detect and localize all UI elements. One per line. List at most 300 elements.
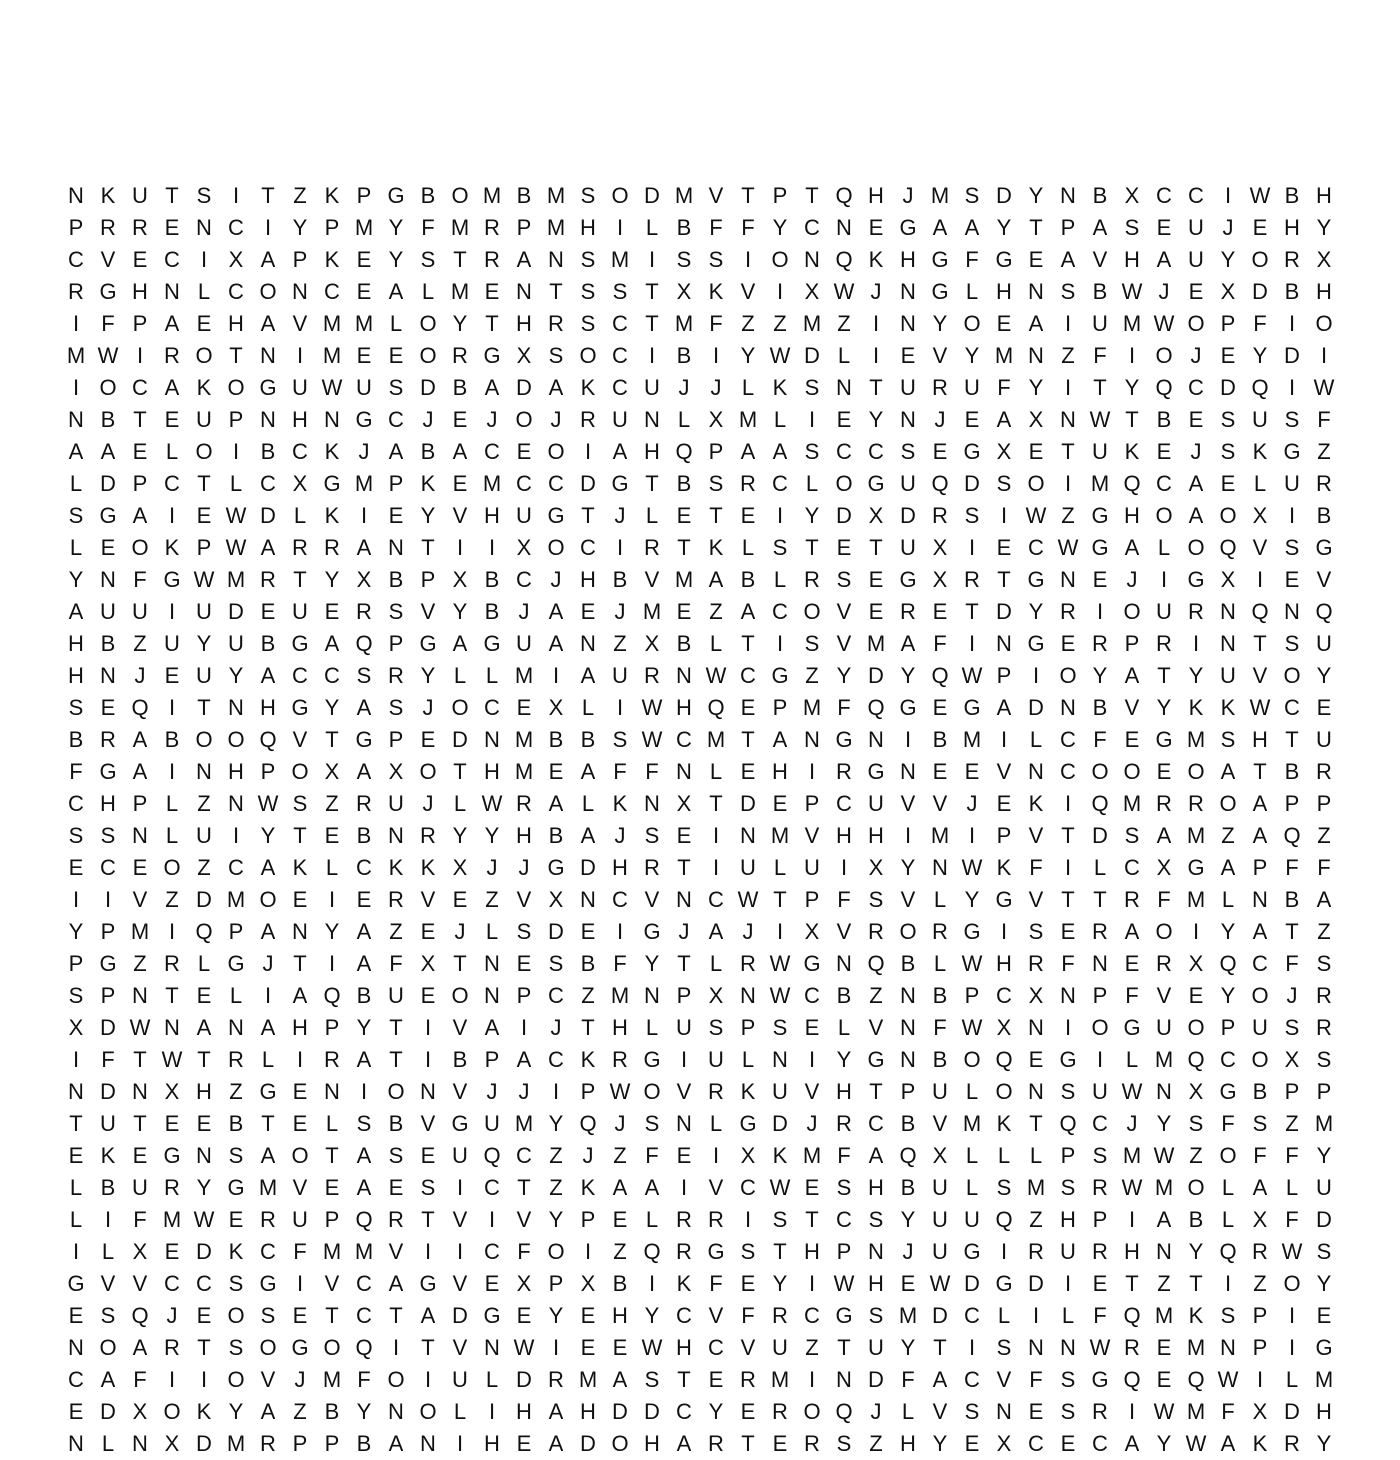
grid-letter[interactable]: Q (579, 1111, 597, 1136)
grid-letter[interactable]: O (387, 1367, 405, 1392)
grid-letter[interactable]: Z (709, 599, 723, 624)
grid-letter[interactable]: G (99, 503, 117, 528)
grid-letter[interactable]: Q (1219, 535, 1237, 560)
grid-letter[interactable]: P (772, 695, 788, 720)
grid-letter[interactable]: U (932, 1239, 948, 1264)
grid-letter[interactable]: Z (1317, 439, 1331, 464)
grid-letter[interactable]: E (1188, 983, 1204, 1008)
grid-letter[interactable]: L (421, 279, 435, 304)
grid-letter[interactable]: W (1121, 1079, 1143, 1104)
grid-letter[interactable]: X (516, 1271, 532, 1296)
grid-letter[interactable]: H (676, 1335, 692, 1360)
grid-letter[interactable]: G (803, 951, 821, 976)
grid-letter[interactable]: O (451, 983, 469, 1008)
grid-letter[interactable]: I (424, 1047, 432, 1072)
grid-letter[interactable]: A (548, 1399, 564, 1424)
grid-letter[interactable]: A (1252, 823, 1268, 848)
grid-letter[interactable]: L (645, 503, 659, 528)
grid-letter[interactable]: N (772, 1047, 788, 1072)
grid-letter[interactable]: A (516, 1047, 532, 1072)
grid-letter[interactable]: H (996, 279, 1012, 304)
grid-letter[interactable]: M (514, 759, 534, 784)
grid-letter[interactable]: S (868, 1207, 884, 1232)
grid-letter[interactable]: I (808, 1271, 816, 1296)
grid-letter[interactable]: T (1125, 1271, 1139, 1296)
grid-letter[interactable]: E (1316, 1303, 1332, 1328)
grid-letter[interactable]: C (804, 215, 820, 240)
grid-letter[interactable]: S (772, 1015, 788, 1040)
grid-letter[interactable]: S (1284, 631, 1300, 656)
grid-letter[interactable]: H (100, 791, 116, 816)
grid-letter[interactable]: O (195, 343, 213, 368)
grid-letter[interactable]: N (1060, 983, 1076, 1008)
grid-letter[interactable]: N (1028, 1079, 1044, 1104)
grid-letter[interactable]: A (452, 631, 468, 656)
grid-letter[interactable]: X (676, 279, 692, 304)
grid-letter[interactable]: B (388, 1111, 404, 1136)
grid-letter[interactable]: B (548, 727, 564, 752)
grid-letter[interactable]: J (870, 1399, 882, 1424)
grid-letter[interactable]: I (552, 1079, 560, 1104)
grid-letter[interactable]: E (1028, 1047, 1044, 1072)
grid-letter[interactable]: Y (740, 343, 756, 368)
grid-letter[interactable]: F (357, 1367, 371, 1392)
grid-letter[interactable]: P (516, 983, 532, 1008)
grid-letter[interactable]: E (868, 567, 884, 592)
grid-letter[interactable]: E (740, 503, 756, 528)
grid-letter[interactable]: S (388, 375, 404, 400)
grid-letter[interactable]: Y (1316, 1431, 1332, 1456)
grid-letter[interactable]: H (132, 279, 148, 304)
grid-letter[interactable]: E (132, 855, 148, 880)
grid-letter[interactable]: G (1027, 567, 1045, 592)
grid-letter[interactable]: Y (1124, 375, 1140, 400)
grid-letter[interactable]: S (1220, 407, 1236, 432)
grid-letter[interactable]: Y (932, 311, 948, 336)
grid-letter[interactable]: R (132, 215, 148, 240)
grid-letter[interactable]: C (356, 1271, 372, 1296)
grid-letter[interactable]: Q (835, 183, 853, 208)
grid-letter[interactable]: X (548, 695, 564, 720)
grid-letter[interactable]: F (1029, 855, 1043, 880)
grid-letter[interactable]: I (1000, 1239, 1008, 1264)
grid-letter[interactable]: U (868, 1335, 884, 1360)
grid-letter[interactable]: O (419, 759, 437, 784)
grid-letter[interactable]: C (260, 1239, 276, 1264)
grid-letter[interactable]: E (260, 599, 276, 624)
grid-letter[interactable]: M (898, 1303, 918, 1328)
grid-letter[interactable]: P (388, 727, 404, 752)
grid-letter[interactable]: T (677, 855, 691, 880)
grid-letter[interactable]: B (1092, 279, 1108, 304)
grid-letter[interactable]: S (100, 823, 116, 848)
grid-letter[interactable]: Z (613, 1239, 627, 1264)
grid-letter[interactable]: V (420, 599, 436, 624)
grid-letter[interactable]: P (228, 919, 244, 944)
grid-letter[interactable]: T (741, 1431, 755, 1456)
grid-letter[interactable]: I (456, 1175, 464, 1200)
grid-letter[interactable]: O (1251, 247, 1269, 272)
grid-letter[interactable]: A (164, 311, 180, 336)
grid-letter[interactable]: A (260, 535, 276, 560)
grid-letter[interactable]: E (292, 1111, 308, 1136)
grid-letter[interactable]: V (420, 887, 436, 912)
grid-letter[interactable]: E (676, 823, 692, 848)
grid-letter[interactable]: S (356, 1111, 372, 1136)
grid-letter[interactable]: E (324, 599, 340, 624)
grid-letter[interactable]: B (1092, 183, 1108, 208)
grid-letter[interactable]: J (486, 407, 498, 432)
grid-letter[interactable]: L (293, 503, 307, 528)
grid-letter[interactable]: T (1093, 375, 1107, 400)
grid-letter[interactable]: L (741, 1047, 755, 1072)
grid-letter[interactable]: R (676, 1207, 692, 1232)
grid-letter[interactable]: A (1316, 887, 1332, 912)
grid-letter[interactable]: B (260, 631, 276, 656)
grid-letter[interactable]: R (260, 1207, 276, 1232)
grid-letter[interactable]: J (422, 695, 434, 720)
grid-letter[interactable]: A (260, 919, 276, 944)
grid-letter[interactable]: W (769, 951, 791, 976)
grid-letter[interactable]: N (420, 1079, 436, 1104)
grid-letter[interactable]: G (963, 695, 981, 720)
grid-letter[interactable]: Z (229, 1079, 243, 1104)
grid-letter[interactable]: S (292, 791, 308, 816)
grid-letter[interactable]: Q (355, 631, 373, 656)
grid-letter[interactable]: A (580, 663, 596, 688)
grid-letter[interactable]: Q (1219, 951, 1237, 976)
grid-letter[interactable]: G (483, 1303, 501, 1328)
grid-letter[interactable]: I (1288, 1303, 1296, 1328)
grid-letter[interactable]: G (771, 663, 789, 688)
grid-letter[interactable]: K (164, 535, 180, 560)
grid-letter[interactable]: L (965, 1175, 979, 1200)
grid-letter[interactable]: T (293, 951, 307, 976)
grid-letter[interactable]: G (867, 1047, 885, 1072)
grid-letter[interactable]: X (1028, 983, 1044, 1008)
grid-letter[interactable]: R (484, 247, 500, 272)
grid-letter[interactable]: A (1124, 1431, 1140, 1456)
grid-letter[interactable]: C (964, 1367, 980, 1392)
grid-letter[interactable]: H (900, 1431, 916, 1456)
grid-letter[interactable]: N (68, 1079, 84, 1104)
grid-letter[interactable]: T (677, 951, 691, 976)
grid-letter[interactable]: N (1220, 599, 1236, 624)
grid-letter[interactable]: L (69, 535, 83, 560)
grid-letter[interactable]: G (643, 919, 661, 944)
grid-letter[interactable]: C (324, 663, 340, 688)
grid-letter[interactable]: A (580, 759, 596, 784)
grid-letter[interactable]: L (1061, 1303, 1075, 1328)
grid-letter[interactable]: X (708, 407, 724, 432)
grid-letter[interactable]: R (1284, 1431, 1300, 1456)
grid-letter[interactable]: L (485, 663, 499, 688)
grid-letter[interactable]: L (389, 311, 403, 336)
grid-letter[interactable]: W (833, 279, 855, 304)
grid-letter[interactable]: E (196, 1111, 212, 1136)
grid-letter[interactable]: I (200, 1367, 208, 1392)
grid-letter[interactable]: X (580, 1271, 596, 1296)
grid-letter[interactable]: N (388, 823, 404, 848)
grid-letter[interactable]: F (741, 215, 755, 240)
grid-letter[interactable]: G (387, 183, 405, 208)
grid-letter[interactable]: J (518, 1079, 530, 1104)
grid-letter[interactable]: R (1028, 951, 1044, 976)
grid-letter[interactable]: H (836, 823, 852, 848)
grid-letter[interactable]: N (676, 663, 692, 688)
grid-letter[interactable]: H (516, 311, 532, 336)
grid-letter[interactable]: A (644, 1175, 660, 1200)
grid-letter[interactable]: Q (355, 1335, 373, 1360)
grid-letter[interactable]: D (996, 599, 1012, 624)
grid-letter[interactable]: O (835, 471, 853, 496)
grid-letter[interactable]: I (616, 535, 624, 560)
grid-letter[interactable]: S (708, 1015, 724, 1040)
grid-letter[interactable]: C (772, 471, 788, 496)
grid-letter[interactable]: L (1221, 1175, 1235, 1200)
grid-letter[interactable]: X (164, 1431, 180, 1456)
grid-letter[interactable]: Y (1316, 215, 1332, 240)
grid-letter[interactable]: G (963, 919, 981, 944)
grid-letter[interactable]: E (932, 695, 948, 720)
grid-letter[interactable]: E (484, 279, 500, 304)
grid-letter[interactable]: C (1220, 1047, 1236, 1072)
grid-letter[interactable]: Z (805, 1335, 819, 1360)
grid-letter[interactable]: P (580, 1207, 596, 1232)
grid-letter[interactable]: Q (131, 1303, 149, 1328)
grid-letter[interactable]: W (1313, 375, 1335, 400)
grid-letter[interactable]: Y (1092, 663, 1108, 688)
grid-letter[interactable]: I (1032, 663, 1040, 688)
grid-letter[interactable]: N (1028, 343, 1044, 368)
grid-letter[interactable]: E (1252, 215, 1268, 240)
grid-letter[interactable]: O (1251, 983, 1269, 1008)
grid-letter[interactable]: P (100, 919, 116, 944)
grid-letter[interactable]: I (456, 1431, 464, 1456)
grid-letter[interactable]: Q (259, 727, 277, 752)
grid-letter[interactable]: F (1093, 1303, 1107, 1328)
grid-letter[interactable]: X (804, 279, 820, 304)
grid-letter[interactable]: K (1188, 695, 1204, 720)
grid-letter[interactable]: V (452, 1207, 468, 1232)
grid-letter[interactable]: N (644, 983, 660, 1008)
grid-letter[interactable]: E (452, 887, 468, 912)
grid-letter[interactable]: T (261, 183, 275, 208)
grid-letter[interactable]: B (1284, 279, 1300, 304)
grid-letter[interactable]: C (228, 855, 244, 880)
grid-letter[interactable]: V (260, 1367, 276, 1392)
grid-letter[interactable]: T (709, 503, 723, 528)
grid-letter[interactable]: U (1092, 311, 1108, 336)
grid-letter[interactable]: G (419, 631, 437, 656)
grid-letter[interactable]: W (705, 663, 727, 688)
grid-letter[interactable]: I (712, 823, 720, 848)
grid-letter[interactable]: O (291, 1143, 309, 1168)
grid-letter[interactable]: C (548, 1047, 564, 1072)
grid-letter[interactable]: E (196, 1303, 212, 1328)
grid-letter[interactable]: W (257, 791, 279, 816)
grid-letter[interactable]: O (1187, 759, 1205, 784)
grid-letter[interactable]: I (72, 887, 80, 912)
grid-letter[interactable]: H (1316, 279, 1332, 304)
grid-letter[interactable]: M (802, 1143, 822, 1168)
grid-letter[interactable]: P (900, 1079, 916, 1104)
grid-letter[interactable]: Z (133, 951, 147, 976)
grid-letter[interactable]: B (164, 727, 180, 752)
grid-letter[interactable]: T (581, 1015, 595, 1040)
grid-letter[interactable]: A (1060, 247, 1076, 272)
grid-letter[interactable]: U (1156, 1015, 1172, 1040)
grid-letter[interactable]: L (997, 1143, 1011, 1168)
grid-letter[interactable]: T (549, 279, 563, 304)
grid-letter[interactable]: S (260, 1303, 276, 1328)
grid-letter[interactable]: S (580, 311, 596, 336)
grid-letter[interactable]: A (1220, 759, 1236, 784)
grid-letter[interactable]: A (996, 695, 1012, 720)
grid-letter[interactable]: U (1284, 471, 1300, 496)
grid-letter[interactable]: L (69, 1175, 83, 1200)
grid-letter[interactable]: T (965, 599, 979, 624)
grid-letter[interactable]: J (1190, 439, 1202, 464)
grid-letter[interactable]: U (868, 791, 884, 816)
grid-letter[interactable]: C (676, 1399, 692, 1424)
grid-letter[interactable]: I (232, 823, 240, 848)
grid-letter[interactable]: G (291, 695, 309, 720)
grid-letter[interactable]: W (961, 951, 983, 976)
grid-letter[interactable]: G (1027, 631, 1045, 656)
grid-letter[interactable]: C (1156, 471, 1172, 496)
grid-letter[interactable]: M (1186, 727, 1206, 752)
grid-letter[interactable]: I (616, 919, 624, 944)
grid-letter[interactable]: T (1189, 1271, 1203, 1296)
grid-letter[interactable]: D (964, 471, 980, 496)
grid-letter[interactable]: R (676, 1239, 692, 1264)
grid-letter[interactable]: M (1090, 471, 1110, 496)
grid-letter[interactable]: A (260, 855, 276, 880)
grid-letter[interactable]: J (902, 1239, 914, 1264)
grid-letter[interactable]: I (776, 503, 784, 528)
grid-letter[interactable]: A (132, 727, 148, 752)
grid-letter[interactable]: J (614, 823, 626, 848)
grid-letter[interactable]: L (325, 855, 339, 880)
grid-letter[interactable]: J (742, 919, 754, 944)
grid-letter[interactable]: U (932, 1207, 948, 1232)
grid-letter[interactable]: A (68, 439, 84, 464)
grid-letter[interactable]: M (546, 183, 566, 208)
grid-letter[interactable]: B (676, 343, 692, 368)
grid-letter[interactable]: G (67, 1271, 85, 1296)
grid-letter[interactable]: A (1252, 1175, 1268, 1200)
grid-letter[interactable]: O (1283, 663, 1301, 688)
grid-letter[interactable]: L (837, 1015, 851, 1040)
grid-letter[interactable]: Y (964, 887, 980, 912)
grid-letter[interactable]: R (452, 343, 468, 368)
grid-letter[interactable]: M (866, 631, 886, 656)
grid-letter[interactable]: E (676, 599, 692, 624)
grid-letter[interactable]: Y (772, 1271, 788, 1296)
grid-letter[interactable]: J (294, 1367, 306, 1392)
grid-letter[interactable]: O (1155, 503, 1173, 528)
grid-letter[interactable]: S (836, 1431, 852, 1456)
grid-letter[interactable]: I (1320, 343, 1328, 368)
grid-letter[interactable]: E (324, 1175, 340, 1200)
grid-letter[interactable]: F (933, 631, 947, 656)
grid-letter[interactable]: N (260, 407, 276, 432)
grid-letter[interactable]: E (196, 983, 212, 1008)
grid-letter[interactable]: Y (1156, 695, 1172, 720)
grid-letter[interactable]: S (420, 1175, 436, 1200)
grid-letter[interactable]: F (709, 215, 723, 240)
grid-letter[interactable]: P (260, 759, 276, 784)
grid-letter[interactable]: Z (581, 983, 595, 1008)
grid-letter[interactable]: M (258, 1175, 278, 1200)
grid-letter[interactable]: N (132, 1079, 148, 1104)
grid-letter[interactable]: R (68, 279, 84, 304)
grid-letter[interactable]: C (836, 1207, 852, 1232)
grid-letter[interactable]: T (581, 503, 595, 528)
grid-letter[interactable]: U (196, 407, 212, 432)
grid-letter[interactable]: P (1316, 1079, 1332, 1104)
grid-letter[interactable]: Y (900, 1335, 916, 1360)
grid-letter[interactable]: V (900, 791, 916, 816)
grid-letter[interactable]: E (1028, 1399, 1044, 1424)
grid-letter[interactable]: V (516, 887, 532, 912)
grid-letter[interactable]: Q (995, 1047, 1013, 1072)
grid-letter[interactable]: U (1060, 1239, 1076, 1264)
grid-letter[interactable]: E (996, 535, 1012, 560)
grid-letter[interactable]: K (772, 1143, 788, 1168)
grid-letter[interactable]: U (1252, 407, 1268, 432)
grid-letter[interactable]: U (612, 407, 628, 432)
grid-letter[interactable]: Z (1317, 919, 1331, 944)
grid-letter[interactable]: E (964, 1431, 980, 1456)
grid-letter[interactable]: S (1060, 1399, 1076, 1424)
grid-letter[interactable]: J (262, 951, 274, 976)
grid-letter[interactable]: E (1060, 631, 1076, 656)
grid-letter[interactable]: N (676, 759, 692, 784)
grid-letter[interactable]: A (772, 727, 788, 752)
grid-letter[interactable]: R (772, 1303, 788, 1328)
grid-letter[interactable]: I (872, 343, 880, 368)
grid-letter[interactable]: B (1284, 887, 1300, 912)
grid-letter[interactable]: E (740, 1399, 756, 1424)
grid-letter[interactable]: X (132, 1239, 148, 1264)
grid-letter[interactable]: U (292, 599, 308, 624)
grid-letter[interactable]: C (836, 791, 852, 816)
grid-letter[interactable]: E (516, 439, 532, 464)
grid-letter[interactable]: S (1316, 951, 1332, 976)
grid-letter[interactable]: O (227, 727, 245, 752)
grid-letter[interactable]: I (808, 1367, 816, 1392)
grid-letter[interactable]: B (932, 727, 948, 752)
grid-letter[interactable]: U (740, 855, 756, 880)
grid-letter[interactable]: Z (773, 311, 787, 336)
grid-letter[interactable]: J (614, 1111, 626, 1136)
grid-letter[interactable]: F (1317, 855, 1331, 880)
grid-letter[interactable]: C (68, 247, 84, 272)
grid-letter[interactable]: B (1092, 695, 1108, 720)
grid-letter[interactable]: S (516, 919, 532, 944)
grid-letter[interactable]: I (168, 599, 176, 624)
grid-letter[interactable]: F (1285, 1143, 1299, 1168)
grid-letter[interactable]: Z (293, 183, 307, 208)
grid-letter[interactable]: I (1064, 375, 1072, 400)
grid-letter[interactable]: N (388, 535, 404, 560)
grid-letter[interactable]: J (1158, 279, 1170, 304)
grid-letter[interactable]: D (612, 1399, 628, 1424)
grid-letter[interactable]: F (709, 1271, 723, 1296)
grid-letter[interactable]: I (456, 1239, 464, 1264)
